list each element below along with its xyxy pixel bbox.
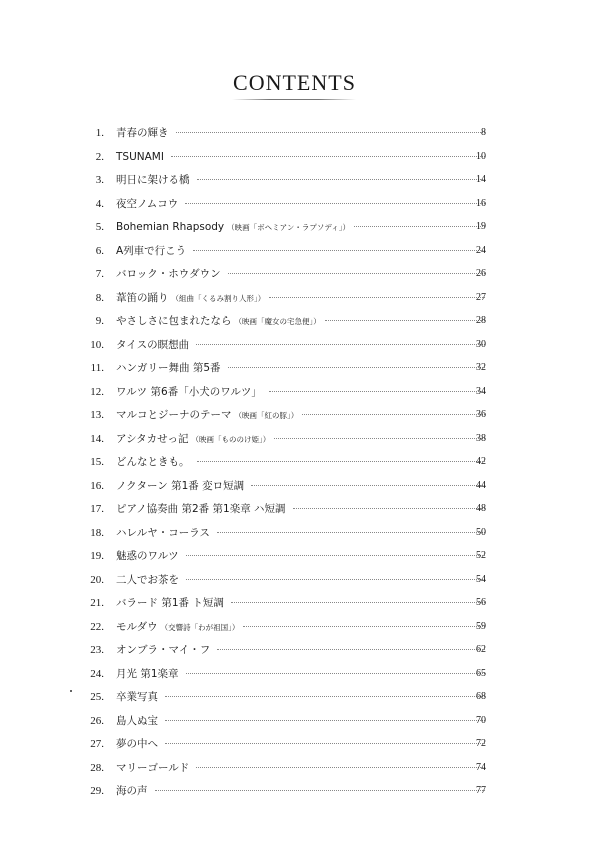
toc-page-number: 72	[476, 738, 486, 749]
toc-page-number: 8	[481, 127, 486, 138]
toc-entry	[116, 171, 485, 189]
table-of-contents	[0, 124, 589, 806]
toc-title: 二人でお茶を	[116, 573, 179, 586]
toc-title: モルダウ	[116, 620, 158, 633]
dot-leader	[269, 296, 485, 298]
toc-number: 12.	[90, 385, 104, 398]
toc-page-number: 38	[476, 432, 486, 444]
toc-number: 28.	[90, 761, 104, 774]
dot-leader	[196, 343, 485, 345]
toc-number: 8.	[95, 291, 104, 304]
toc-row	[0, 594, 589, 618]
toc-subtitle: （映画「魔女の宅急便」）	[234, 317, 321, 326]
toc-row	[0, 782, 589, 806]
toc-row	[0, 336, 589, 360]
toc-entry	[116, 218, 485, 237]
toc-page-number: 44	[476, 479, 486, 491]
toc-page-number: 30	[476, 338, 486, 350]
toc-number: 29.	[90, 785, 104, 797]
toc-title: やさしさに包まれたなら	[116, 315, 232, 327]
toc-number: 13.	[90, 409, 104, 421]
toc-number: 2.	[95, 150, 104, 163]
toc-page-number: 52	[476, 550, 486, 561]
toc-number: 27.	[90, 738, 104, 750]
toc-title: ハレルヤ・コーラス	[116, 526, 210, 539]
dot-leader	[243, 625, 485, 627]
toc-entry	[116, 430, 485, 449]
dot-leader	[228, 366, 485, 368]
toc-row	[0, 547, 589, 571]
toc-entry	[116, 453, 485, 471]
toc-row	[0, 148, 589, 172]
toc-number: 23.	[90, 644, 104, 656]
toc-title: バラード 第1番 ト短調	[116, 597, 224, 609]
toc-page-number: 16	[476, 197, 486, 209]
dot-leader	[302, 413, 485, 415]
toc-row	[0, 406, 589, 430]
toc-number: 24.	[90, 667, 104, 680]
toc-entry	[116, 124, 485, 142]
toc-subtitle: （映画「紅の豚」）	[234, 411, 299, 420]
dot-leader	[186, 578, 485, 580]
toc-page-number: 34	[476, 385, 486, 397]
toc-page-number: 65	[476, 667, 486, 679]
dot-leader	[217, 531, 485, 533]
dot-leader	[165, 695, 485, 697]
toc-title: マルコとジーナのテーマ	[116, 409, 232, 421]
toc-number: 18.	[90, 526, 104, 539]
toc-number: 4.	[95, 197, 104, 210]
toc-page-number: 59	[476, 620, 486, 632]
dot-leader	[251, 484, 485, 486]
toc-row	[0, 759, 589, 783]
toc-number: 16.	[90, 479, 104, 492]
toc-page-number: 54	[476, 573, 486, 585]
toc-number: 22.	[90, 620, 104, 633]
toc-row	[0, 430, 589, 454]
toc-title: ハンガリー舞曲 第5番	[116, 362, 221, 374]
toc-number: 11.	[90, 362, 104, 374]
toc-title: ノクターン 第1番 変ロ短調	[116, 479, 245, 492]
toc-page-number: 68	[476, 691, 486, 702]
toc-number: 5.	[95, 221, 104, 233]
toc-row	[0, 312, 589, 336]
toc-title: ワルツ 第6番「小犬のワルツ」	[116, 385, 262, 398]
toc-page-number: 27	[476, 291, 486, 303]
toc-title: 青春の輝き	[116, 127, 169, 139]
toc-title: 夢の中へ	[116, 738, 158, 750]
title-underline	[232, 99, 356, 100]
toc-title: 魅惑のワルツ	[116, 550, 179, 562]
toc-page-number: 48	[476, 503, 486, 514]
toc-title: アシタカせっ記	[116, 432, 189, 445]
toc-number: 17.	[90, 503, 104, 515]
toc-page-number: 70	[476, 714, 486, 726]
toc-page-number: 10	[476, 150, 486, 162]
toc-number: 6.	[95, 244, 104, 257]
toc-subtitle: （映画「もののけ姫」）	[191, 434, 271, 444]
toc-title: オンブラ・マイ・フ	[116, 644, 211, 656]
toc-title: 明日に架ける橋	[116, 174, 190, 186]
toc-title: バロック・ホウダウン	[116, 268, 221, 280]
toc-number: 26.	[90, 714, 104, 727]
dot-leader	[185, 202, 485, 204]
toc-row	[0, 359, 589, 383]
toc-row	[0, 195, 589, 219]
dot-leader	[171, 155, 485, 157]
toc-title: 葦笛の踊り	[116, 291, 169, 304]
toc-entry	[116, 312, 485, 331]
toc-number: 1.	[95, 127, 104, 139]
toc-entry	[116, 688, 485, 706]
toc-number: 3.	[95, 174, 104, 186]
toc-entry	[116, 641, 485, 659]
dot-leader	[231, 601, 485, 603]
toc-row	[0, 500, 589, 524]
toc-title: 月光 第1楽章	[116, 667, 179, 680]
toc-row	[0, 735, 589, 759]
toc-title: TSUNAMI	[116, 150, 164, 163]
toc-number: 14.	[90, 432, 104, 445]
toc-entry	[116, 618, 485, 637]
toc-title: 卒業写真	[116, 691, 158, 703]
toc-row	[0, 453, 589, 477]
toc-page-number: 74	[476, 761, 486, 773]
toc-row	[0, 383, 589, 407]
toc-entry	[116, 712, 485, 730]
toc-title: 島人ぬ宝	[116, 714, 158, 727]
toc-number: 9.	[95, 315, 104, 327]
toc-title: 海の声	[116, 785, 148, 797]
toc-entry	[116, 406, 485, 425]
dot-leader	[176, 131, 486, 133]
dot-leader	[325, 319, 485, 321]
dot-leader	[274, 437, 485, 439]
toc-number: 15.	[90, 456, 104, 468]
toc-entry	[116, 336, 485, 354]
toc-page-number: 50	[476, 526, 486, 538]
toc-number: 21.	[90, 597, 104, 609]
dot-leader	[197, 178, 486, 180]
toc-entry	[116, 594, 485, 612]
toc-entry	[116, 477, 485, 495]
toc-row	[0, 641, 589, 665]
toc-row	[0, 124, 589, 148]
dot-leader	[228, 272, 485, 274]
dot-leader	[186, 672, 485, 674]
toc-number: 25.	[90, 691, 104, 703]
dot-leader	[165, 742, 485, 744]
dot-leader	[165, 719, 485, 721]
dot-leader	[293, 507, 485, 509]
scan-speck	[70, 690, 72, 692]
toc-page-number: 14	[476, 174, 486, 185]
toc-entry	[116, 524, 485, 542]
toc-entry	[116, 782, 485, 800]
toc-page-number: 77	[476, 785, 486, 796]
toc-page-number: 32	[476, 362, 486, 373]
toc-page-number: 62	[476, 644, 486, 655]
toc-page-number: 36	[476, 409, 486, 420]
toc-row	[0, 571, 589, 595]
toc-entry	[116, 500, 485, 518]
toc-number: 10.	[90, 338, 104, 351]
toc-page-number: 24	[476, 244, 486, 256]
dot-leader	[197, 460, 486, 462]
toc-title: A列車で行こう	[116, 244, 187, 257]
toc-entry	[116, 759, 485, 777]
dot-leader	[155, 789, 486, 791]
toc-row	[0, 688, 589, 712]
toc-entry	[116, 359, 485, 377]
toc-entry	[116, 383, 485, 401]
toc-entry	[116, 547, 485, 565]
dot-leader	[217, 648, 485, 650]
toc-title: どんなときも。	[116, 456, 190, 468]
toc-entry	[116, 571, 485, 589]
toc-title: ピアノ協奏曲 第2番 第1楽章 ハ短調	[116, 503, 286, 515]
toc-entry	[116, 195, 485, 213]
toc-row	[0, 524, 589, 548]
page-title: CONTENTS	[233, 70, 356, 95]
toc-title: タイスの瞑想曲	[116, 338, 190, 351]
toc-subtitle: （映画「ボヘミアン・ラプソディ」）	[227, 223, 350, 232]
toc-row	[0, 218, 589, 242]
toc-row	[0, 712, 589, 736]
toc-subtitle: （交響詩「わが祖国」）	[160, 622, 240, 632]
toc-entry	[116, 735, 485, 753]
toc-row	[0, 665, 589, 689]
toc-page-number: 56	[476, 597, 486, 608]
toc-entry	[116, 265, 485, 283]
toc-row	[0, 242, 589, 266]
toc-row	[0, 618, 589, 642]
toc-number: 20.	[90, 573, 104, 586]
toc-page-number: 19	[476, 221, 486, 232]
toc-page-number: 26	[476, 268, 486, 279]
dot-leader	[193, 249, 485, 251]
toc-entry	[116, 148, 485, 166]
toc-entry	[116, 289, 485, 308]
toc-page-number: 28	[476, 315, 486, 326]
dot-leader	[269, 390, 485, 392]
toc-number: 19.	[90, 550, 104, 562]
toc-title: マリーゴールド	[116, 761, 190, 774]
dot-leader	[186, 554, 485, 556]
dot-leader	[196, 766, 485, 768]
toc-title: Bohemian Rhapsody	[116, 221, 225, 233]
toc-page-number: 42	[476, 456, 486, 467]
toc-row	[0, 171, 589, 195]
toc-title: 夜空ノムコウ	[116, 197, 179, 210]
toc-entry	[116, 665, 485, 683]
toc-row	[0, 265, 589, 289]
toc-row	[0, 477, 589, 501]
toc-row	[0, 289, 589, 313]
toc-number: 7.	[95, 268, 104, 280]
toc-subtitle: （組曲「くるみ割り人形」）	[171, 293, 266, 303]
toc-entry	[116, 242, 485, 260]
